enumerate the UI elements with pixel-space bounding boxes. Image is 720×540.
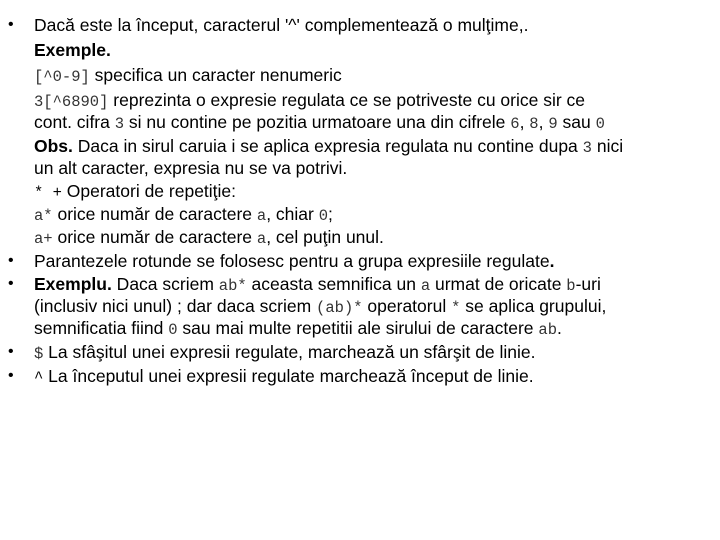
- code: 9: [548, 115, 558, 133]
- text: semnificatia fiind: [34, 318, 169, 338]
- code: 3: [114, 115, 125, 133]
- bullet-1-obs: [34, 135, 623, 159]
- code: 3: [582, 139, 592, 157]
- code: a: [256, 230, 267, 248]
- bullet-marker: •: [8, 16, 14, 33]
- text: Dacă este la început, caracterul '^' complementează o mulţime,.: [34, 15, 529, 35]
- bold-text: Obs.: [34, 136, 73, 156]
- text: urmat de oricate: [430, 274, 567, 294]
- text: Operatori de repetiţie:: [61, 181, 237, 201]
- bullet-marker: •: [8, 275, 14, 292]
- text: si nu contine pe pozitia urmatoare una din cifrele: [124, 112, 511, 132]
- bullet-4-line-1: [34, 341, 536, 365]
- bullet-5-line-1: [34, 365, 534, 389]
- text: , cel puţin unul.: [266, 227, 384, 247]
- bold-text: .: [549, 251, 555, 271]
- bullet-1-example-2-cont: [34, 111, 605, 135]
- text: nici: [591, 136, 624, 156]
- code: a+: [34, 230, 53, 248]
- bold-text: Exemplu.: [34, 274, 112, 294]
- code: 8: [529, 115, 539, 133]
- text: un alt caracter, expresia nu se va potrivi.: [34, 158, 348, 178]
- text: La sfâşitul unei expresii regulate, marchează un sfârşit de linie.: [43, 342, 536, 362]
- text: -uri: [575, 274, 601, 294]
- code: a: [256, 207, 267, 225]
- bullet-1-plus-operator: [34, 226, 384, 250]
- text: operatorul: [362, 296, 452, 316]
- bullet-1-examples-heading: [34, 39, 111, 61]
- code: ab*: [218, 277, 247, 295]
- text: .: [557, 318, 562, 338]
- text: sau mai multe repetitii ale sirului de caractere: [177, 318, 539, 338]
- bullet-3-line-1: [34, 273, 601, 297]
- text: aceasta semnifica un: [246, 274, 421, 294]
- text: , chiar: [266, 204, 319, 224]
- code: b: [566, 277, 576, 295]
- code: ab: [538, 321, 558, 339]
- text: (inclusiv nici unul) ; dar daca scriem: [34, 296, 317, 316]
- text: orice număr de caractere: [52, 204, 257, 224]
- code: $: [34, 345, 44, 363]
- text: ,: [519, 112, 530, 132]
- text: ,: [538, 112, 549, 132]
- code: 3[^6890]: [34, 93, 109, 111]
- text: ;: [328, 204, 333, 224]
- bullet-1-star-operator: [34, 203, 333, 227]
- text: se aplica grupului,: [460, 296, 607, 316]
- bullet-2-line-1: [34, 250, 554, 272]
- text: sau: [557, 112, 596, 132]
- code: 0: [595, 115, 605, 133]
- text: Daca scriem: [111, 274, 219, 294]
- bullet-1-obs-cont: [34, 157, 347, 179]
- code: 6: [510, 115, 520, 133]
- code: 0: [168, 321, 178, 339]
- text: Daca in sirul caruia i se aplica expresia regulata nu contine dupa: [72, 136, 583, 156]
- bullet-1-line-1: [34, 14, 528, 36]
- code: * +: [34, 184, 62, 202]
- code: 0: [318, 207, 329, 225]
- text: Parantezele rotunde se folosesc pentru a grupa expresiile regulate: [34, 251, 550, 271]
- code: a*: [34, 207, 53, 225]
- bullet-3-line-3: [34, 317, 562, 341]
- code: a: [420, 277, 431, 295]
- text: La începutul unei expresii regulate marchează început de linie.: [43, 366, 534, 386]
- text: orice număr de caractere: [52, 227, 257, 247]
- bullet-3-line-2: [34, 295, 606, 319]
- bullet-marker: •: [8, 252, 14, 269]
- bullet-marker: •: [8, 367, 14, 384]
- bullet-1-example-2: [34, 89, 585, 113]
- bullet-1-example-1: [34, 64, 342, 88]
- bullet-marker: •: [8, 343, 14, 360]
- code: ^: [34, 369, 44, 387]
- bold-text: Exemple.: [34, 40, 111, 60]
- code: [^0-9]: [34, 68, 90, 86]
- bullet-1-operators: [34, 180, 236, 204]
- code: *: [451, 299, 461, 317]
- text: specifica un caracter nenumeric: [89, 65, 342, 85]
- text: reprezinta o expresie regulata ce se potriveste cu orice sir ce: [108, 90, 586, 110]
- text: cont. cifra: [34, 112, 115, 132]
- code: (ab)*: [316, 299, 363, 317]
